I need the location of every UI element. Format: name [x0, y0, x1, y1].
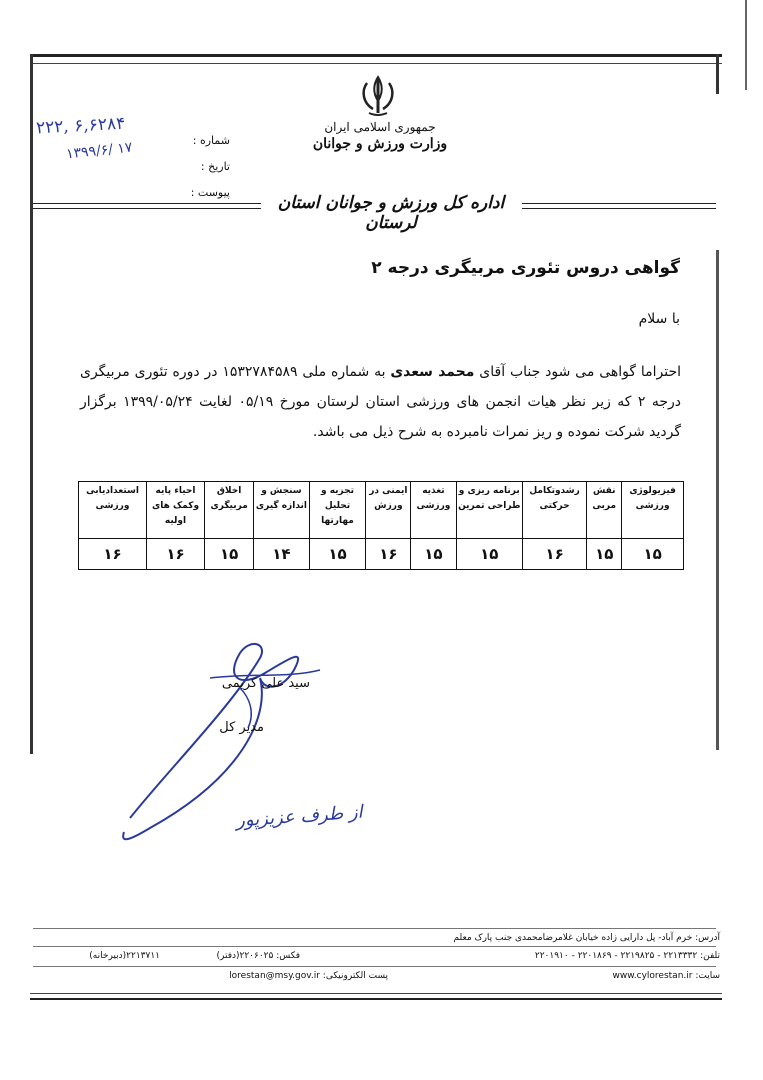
- letterhead-frame-left: [30, 54, 33, 754]
- letterhead-frame-top: [30, 54, 722, 64]
- table-value-cell: ۱۶: [522, 539, 586, 570]
- letterhead-frame-right: [716, 54, 719, 94]
- table-value-cell: ۱۵: [587, 539, 622, 570]
- table-header-cell: ایمنی در ورزش: [366, 482, 411, 539]
- scores-value-row: [79, 539, 684, 570]
- table-value-cell: ۱۵: [309, 539, 366, 570]
- attachment-label: پیوست :: [190, 186, 230, 199]
- table-value-cell: ۱۵: [456, 539, 522, 570]
- org-title-rule-right: [522, 203, 716, 209]
- table-value-cell: ۱۵: [622, 539, 684, 570]
- table-header-cell: استعدادیابی ورزشی: [79, 482, 147, 539]
- signatory-role: مدیر کل: [219, 720, 264, 735]
- body-text-part2: به شماره ملی ۱۵۳۲۷۸۴۵۸۹ در دوره تئوری مربیگری درجه ۲ که زیر نظر هیات انجمن های ورزشی استان لرستان مورخ ۰۵/۱۹ لغایت ۱۳۹۹/۰۵/۲۴ برگزار گردید شرکت نموده و ریز نمرات نامبرده به شرح ذیل می باشد.: [80, 364, 681, 440]
- footer-divider-2: [33, 966, 716, 967]
- footer-phones: تلفن: ۲۲۱۳۳۳۲ - ۲۲۱۹۸۲۵ - ۲۲۰۱۸۶۹ - ۲۲۰۱۹۱۰: [534, 951, 720, 961]
- table-value-cell: ۱۴: [254, 539, 309, 570]
- org-title-rule-left: [33, 203, 261, 209]
- table-header-cell: احیاء پایه وکمک های اولیه: [147, 482, 205, 539]
- table-value-cell: ۱۶: [366, 539, 411, 570]
- handwritten-letter-number: ۲۲۲, ۶,۶۲۸۴: [35, 113, 126, 139]
- iran-emblem-icon: [355, 73, 401, 119]
- handwritten-letter-date: ۱۳۹۹/۶/ ۱۷: [65, 139, 134, 163]
- ministry-name: وزارت ورزش و جوانان: [312, 136, 448, 152]
- letter-meta: [160, 128, 230, 206]
- org-title: اداره کل ورزش و جوانان استان لرستان: [277, 193, 505, 233]
- letterhead-heading: [300, 120, 460, 152]
- table-header-cell: برنامه ریزی و طراحی تمرین: [456, 482, 522, 539]
- footer-secretariat-phone: ۲۲۱۳۷۱۱(دبیرخانه): [89, 951, 160, 961]
- scores-table: [78, 481, 684, 570]
- signatory-name: سید علی کریمی: [221, 676, 310, 691]
- footer-address: آدرس: خرم آباد- پل دارایی زاده خیابان غلامرضامحمدی جنب پارک معلم: [453, 933, 720, 943]
- letterhead-frame-right-lower: [716, 250, 719, 750]
- table-header-cell: رشدوتکامل حرکتی: [522, 482, 586, 539]
- footer-divider-top: [33, 928, 716, 929]
- footer-divider-1: [33, 946, 716, 947]
- table-value-cell: ۱۵: [204, 539, 253, 570]
- table-header-cell: تغذیه ورزشی: [411, 482, 456, 539]
- body-text-part1: احتراما گواهی می شود جناب آقای: [479, 364, 682, 380]
- body-paragraph: [80, 357, 681, 447]
- greeting: با سلام: [638, 311, 680, 327]
- person-name: محمد سعدی: [390, 364, 475, 380]
- document-title: گواهی دروس تئوری مربیگری درجه ۲: [371, 258, 680, 278]
- republic-name: جمهوری اسلامی ایران: [324, 120, 436, 134]
- page-edge-line: [745, 0, 747, 90]
- table-header-cell: سنجش و اندازه گیری: [254, 482, 309, 539]
- number-label: شماره :: [192, 134, 230, 147]
- footer-fax: فکس: ۲۲۰۶۰۲۵(دفتر): [216, 951, 300, 961]
- table-value-cell: ۱۵: [411, 539, 456, 570]
- table-header-cell: اخلاق مربیگری: [204, 482, 253, 539]
- table-value-cell: ۱۶: [147, 539, 205, 570]
- table-value-cell: ۱۶: [79, 539, 147, 570]
- table-header-cell: فیزیولوژی ورزشی: [622, 482, 684, 539]
- date-label: تاریخ :: [200, 160, 230, 173]
- footer-email: پست الکترونیکی: lorestan@msy.gov.ir: [229, 971, 388, 981]
- scores-header-row: [79, 482, 684, 539]
- letterhead-frame-bottom: [30, 993, 722, 1000]
- table-header-cell: نقش مربی: [587, 482, 622, 539]
- table-header-cell: تجزیه و تحلیل مهارتها: [309, 482, 366, 539]
- on-behalf-handwriting: از طرف عزیزپور: [235, 801, 364, 832]
- footer-website: سایت: www.cylorestan.ir: [612, 971, 720, 981]
